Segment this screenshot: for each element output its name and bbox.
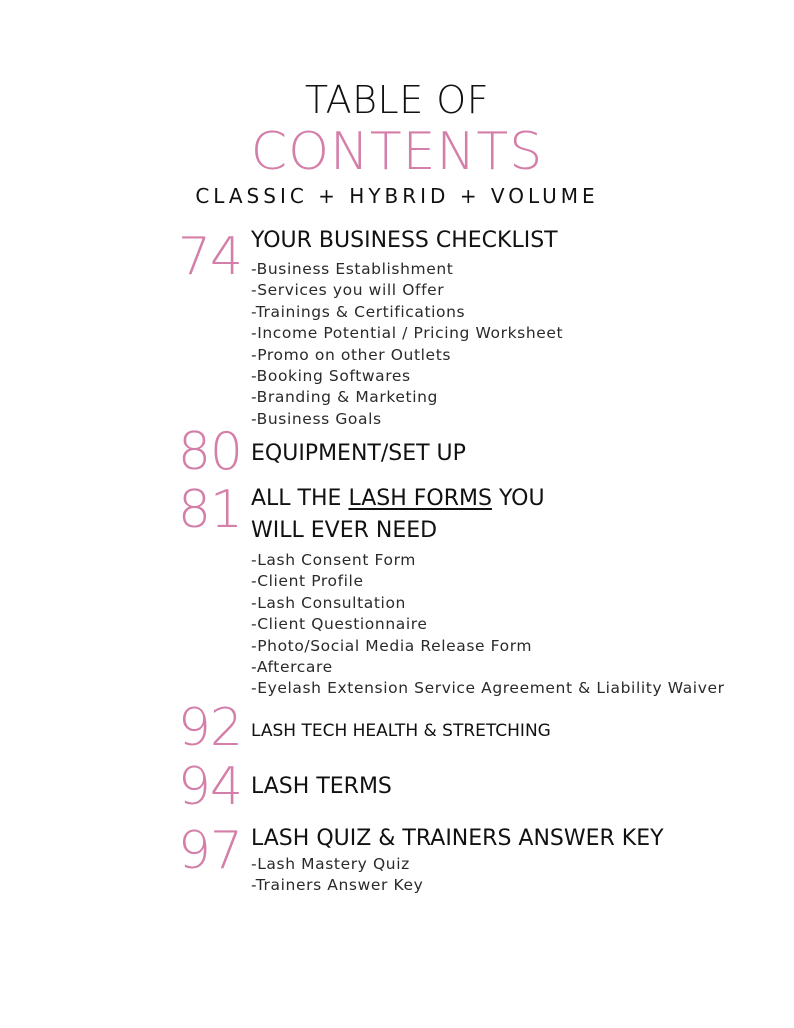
section-title-lash-terms: LASH TERMS	[251, 774, 392, 799]
list-item: -Promo on other Outlets	[251, 345, 452, 364]
list-item: -Branding & Marketing	[251, 388, 438, 407]
section-title-quiz: LASH QUIZ & TRAINERS ANSWER KEY	[251, 826, 664, 851]
section-title-business-checklist: YOUR BUSINESS CHECKLIST	[251, 228, 558, 253]
list-item: -Trainings & Certifications	[251, 302, 466, 321]
list-item: -Income Potential / Pricing Worksheet	[251, 324, 564, 343]
list-item: -Business Establishment	[251, 260, 454, 278]
lash-forms-items	[251, 550, 725, 700]
list-item: -Booking Softwares	[251, 367, 411, 386]
quiz-items	[251, 854, 423, 897]
business-checklist-items	[251, 259, 563, 430]
section-title-health-stretching: LASH TECH HEALTH & STRETCHING	[251, 721, 551, 741]
list-item: -Trainers Answer Key	[251, 876, 424, 895]
list-item: -Client Profile	[251, 572, 364, 591]
title-line-1: TABLE OF	[304, 78, 490, 122]
page-number-81: 81	[177, 480, 242, 540]
title-part: ALL THE	[251, 486, 349, 511]
list-item: -Lash Consent Form	[251, 551, 416, 569]
list-item: -Lash Mastery Quiz	[251, 855, 410, 873]
list-item: -Services you will Offer	[251, 281, 445, 300]
title-line-2: CONTENTS	[250, 122, 544, 182]
title-part: YOU	[491, 486, 545, 511]
section-title-lash-forms	[251, 484, 545, 514]
subtitle: CLASSIC + HYBRID + VOLUME	[195, 184, 599, 208]
list-item: -Aftercare	[251, 658, 333, 677]
page-number-94: 94	[177, 757, 242, 817]
page-number-97: 97	[177, 821, 242, 881]
section-title-equipment: EQUIPMENT/SET UP	[251, 441, 466, 466]
list-item: -Eyelash Extension Service Agreement & Liability Waiver	[251, 679, 725, 698]
title-underlined: LASH FORMS	[348, 486, 492, 511]
page-number-80: 80	[177, 422, 242, 482]
page-number-92: 92	[177, 698, 242, 758]
section-title-lash-forms-line-2: WILL EVER NEED	[251, 518, 438, 543]
list-item: -Photo/Social Media Release Form	[251, 636, 533, 655]
page-number-74: 74	[177, 227, 242, 287]
list-item: -Client Questionnaire	[251, 615, 428, 634]
list-item: -Lash Consultation	[251, 593, 406, 612]
list-item: -Business Goals	[251, 409, 382, 428]
